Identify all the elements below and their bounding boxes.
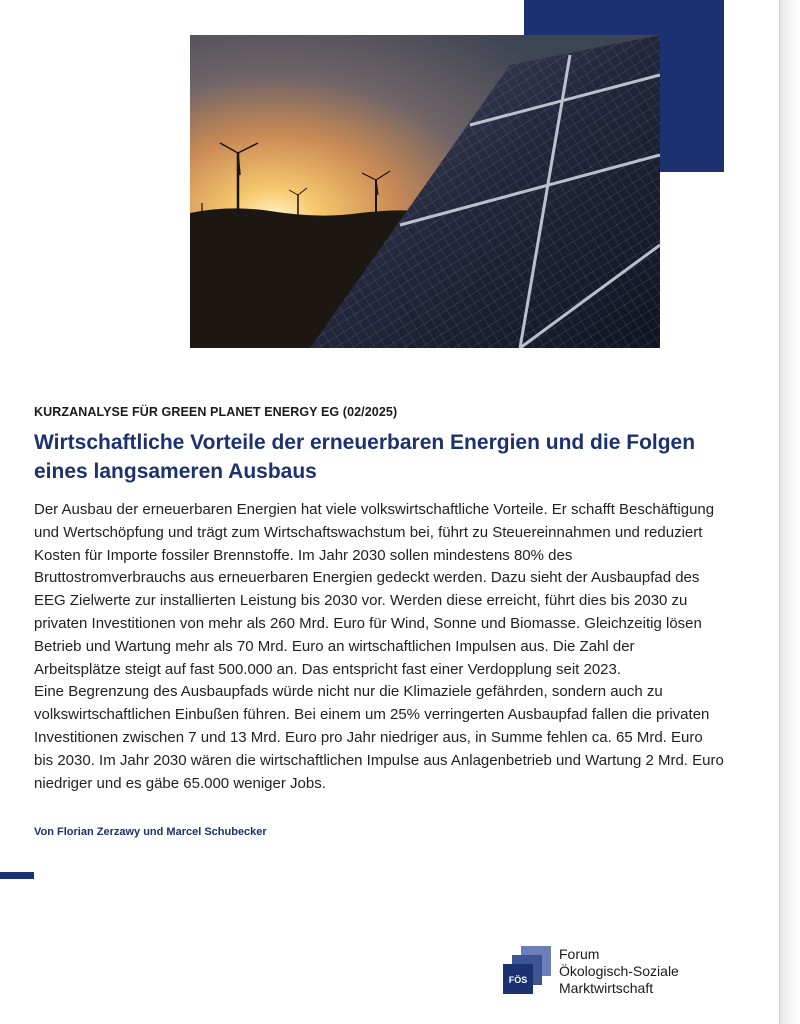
page-title: Wirtschaftliche Vorteile der erneuerbaren Energien und die Folgen eines langsameren Ausbaus (34, 431, 696, 483)
hero-image (190, 35, 660, 348)
paragraph-2: Eine Begrenzung des Ausbaupfads würde nicht nur die Klimaziele gefährden, sondern auch zu volkswirtschaftlichen Einbußen führen. Bei einem um 25% verringerten Ausbaupfad fallen die privaten Investitionen zwischen 7 und 13 Mrd. Euro pro Jahr niedriger aus, in Summe fehlen ca. 65 Mrd. Euro bis 2030. Im Jahr 2030 wären die wirtschaftlichen Impulse aus Anlagenbetrieb und Wartung 2 Mrd. Euro niedriger und es gäbe 65.000 weniger Jobs. (34, 683, 724, 792)
accent-bar (0, 872, 34, 879)
logo-abbr: FÖS (508, 975, 528, 985)
page-edge-shadow (780, 0, 800, 1024)
report-kicker: KURZANALYSE FÜR GREEN PLANET ENERGY EG (02/2025) (34, 405, 398, 419)
foes-logo-text (559, 946, 679, 997)
paragraph-1: Der Ausbau der erneuerbaren Energien hat viele volkswirtschaftliche Vorteile. Er schafft Beschäftigung und Wertschöpfung und trägt zum Wirtschaftswachstum bei, führt zu Steuereinnahmen und reduziert Kosten für Importe fossiler Brennstoffe. Im Jahr 2030 sollen mindestens 80% des Bruttostromverbrauchs aus erneuerbaren Energien gedeckt werden. Dazu sieht der Ausbaupfad des EEG Zielwerte zur installierten Leistung bis 2030 vor. Werden diese erreicht, führt dies bis 2030 zu privaten Investitionen von mehr als 260 Mrd. Euro für Wind, Sonne und Biomasse. Gleichzeitig lösen Betrieb und Wartung mehr als 70 Mrd. Euro an wirtschaftlichen Impulsen aus. Die Zahl der Arbeitsplätze steigt auf fast 500.000 an. Das entspricht fast einer Verdopplung seit 2023. (34, 501, 715, 678)
authors-byline: Von Florian Zerzawy und Marcel Schubecker (34, 826, 267, 838)
body-text (34, 499, 724, 795)
foes-logo-icon (503, 946, 551, 994)
logo-line-3: Marktwirtschaft (559, 980, 654, 996)
logo-line-1: Forum (559, 946, 600, 962)
logo-line-2: Ökologisch-Soziale (559, 963, 679, 979)
